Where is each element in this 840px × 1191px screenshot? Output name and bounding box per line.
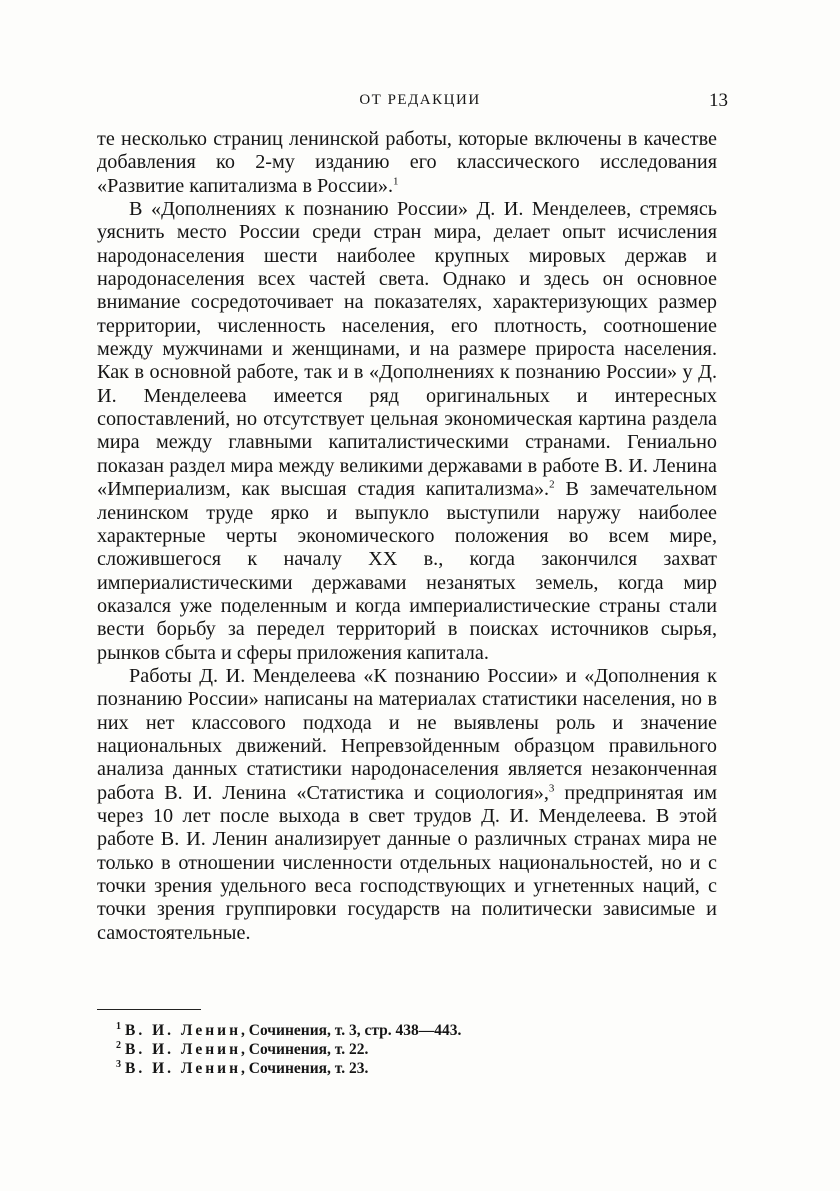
running-title: ОТ РЕДАКЦИИ [359, 92, 481, 108]
paragraph [97, 198, 717, 665]
footnote-author: В. И. Ленин [125, 1041, 242, 1058]
footnote [116, 1040, 716, 1059]
footnote-ref: 1 [393, 174, 399, 187]
running-header [0, 88, 840, 116]
text-segment: Работы Д. И. Менделеева «К познанию России» и «Дополнения к познанию России» написаны на материалах статистики населения, но в них нет классового подхода и не выявлены роль и значение национальных движений. Непревзойденным образцом правильного анализа данных статистики народонаселения является незаконченная работа В. И. Ленина «Статистика и социология», [97, 664, 717, 804]
footnote-number: 1 [116, 1020, 121, 1032]
text-segment: В замечательном ленинском труде ярко и выпукло выступили наружу наиболее характерные черты экономического положения во всем мире, сложившегося к началу XX в., когда закончился захват империалистическими державами незанятых земель, когда мир оказался уже поделенным и когда империалистические страны стали вести борьбу за передел территорий в поисках источников сырья, рынков сбыта и сферы приложения капитала. [97, 478, 717, 664]
page-number: 13 [709, 90, 728, 111]
footnote-number: 3 [116, 1058, 121, 1070]
footnote-divider [97, 1009, 201, 1010]
paragraph [97, 665, 717, 945]
footnote-source: , Сочинения, т. 22. [241, 1041, 369, 1058]
body-text [97, 128, 717, 945]
footnote-source: , Сочинения, т. 3, стр. 438—443. [241, 1022, 462, 1039]
text-segment: те несколько страниц ленинской работы, которые включены в качестве добавления ко 2-му изданию его классического исследования «Развитие капитализма в России». [97, 128, 717, 197]
footnote-author: В. И. Ленин [125, 1022, 242, 1039]
footnotes [116, 1021, 716, 1078]
paragraph [97, 128, 717, 198]
footnote [116, 1021, 716, 1040]
footnote-source: , Сочинения, т. 23. [241, 1060, 369, 1077]
footnote-number: 2 [116, 1039, 121, 1051]
footnote-ref: 2 [549, 478, 555, 491]
text-segment: В «Дополнениях к познанию России» Д. И. Менделеев, стремясь уяснить место России среди стран мира, делает опыт исчисления народонаселения шести наиболее крупных мировых держав и народонаселения всех частей света. Однако и здесь он основное внимание сосредоточивает на показателях, характеризующих размер территории, численность населения, его плотность, соотношение между мужчинами и женщинами, и на размере прироста населения. Как в основной работе, так и в «Дополнениях к познанию России» у Д. И. Менделеева имеется ряд оригинальных и интересных сопоставлений, но отсутствует цельная экономическая картина раздела мира между главными капиталистическими странами. Гениально показан раздел мира между великими державами в работе В. И. Ленина «Империализм, как высшая стадия капитализма». [97, 198, 717, 501]
footnote-author: В. И. Ленин [125, 1060, 242, 1077]
footnote [116, 1059, 716, 1078]
footnote-ref: 3 [548, 781, 555, 794]
text-segment: предпринятая им через 10 лет после выхода в свет трудов Д. И. Менделеева. В этой работе В. И. Ленин анализирует данные о различных странах мира не только в отношении численности отдельных национальностей, но и с точки зрения удельного веса господствующих и угнетенных наций, с точки зрения группировки государств на политически зависимые и самостоятельные. [97, 781, 717, 944]
